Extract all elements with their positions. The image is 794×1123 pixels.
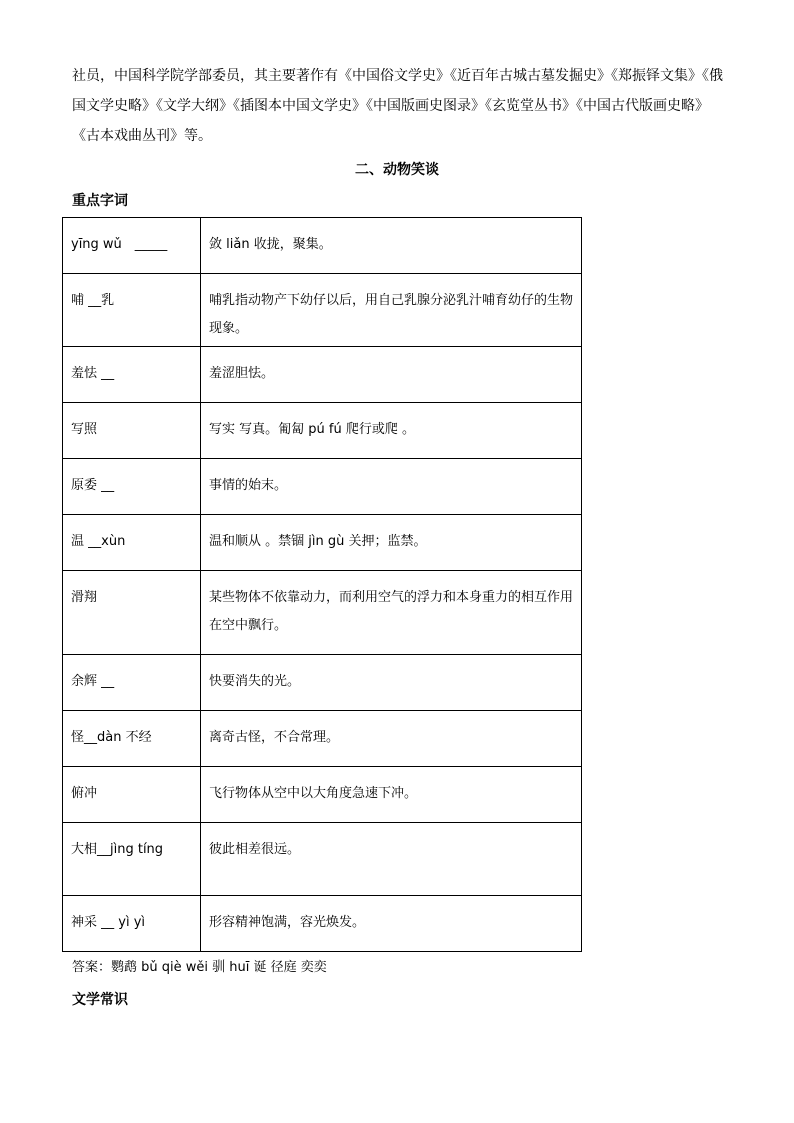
answer-line: 答案：鹦鹉 bǔ qiè wěi 驯 huī 诞 径庭 奕奕 xyxy=(72,960,327,975)
table-row xyxy=(63,218,582,274)
table-row xyxy=(63,274,582,347)
definition-cell: 某些物体不依靠动力，而利用空气的浮力和本身重力的相互作用在空中飘行。 xyxy=(201,571,582,655)
definition-cell: 形容精神饱满，容光焕发。 xyxy=(201,896,582,952)
term-cell: 余辉 __ xyxy=(63,655,201,711)
term-cell: 原委 __ xyxy=(63,459,201,515)
term-cell: 神采 __ yì yì xyxy=(63,896,201,952)
definition-cell: 彼此相差很远。 xyxy=(201,823,582,896)
definition-cell: 哺乳指动物产下幼仔以后，用自己乳腺分泌乳汁哺育幼仔的生物现象。 xyxy=(201,274,582,347)
definition-cell: 敛 liǎn 收拢，聚集。 xyxy=(201,218,582,274)
term-cell: 大相__jìng tíng xyxy=(63,823,201,896)
term-cell: 哺 __乳 xyxy=(63,274,201,347)
table-row xyxy=(63,403,582,459)
term-cell: 温 __xùn xyxy=(63,515,201,571)
definition-cell: 快要消失的光。 xyxy=(201,655,582,711)
definition-cell: 温和顺从 。禁锢 jìn gù 关押；监禁。 xyxy=(201,515,582,571)
table-row xyxy=(63,571,582,655)
term-cell: 俯冲 xyxy=(63,767,201,823)
definition-cell: 离奇古怪，不合常理。 xyxy=(201,711,582,767)
table-row xyxy=(63,459,582,515)
table-row xyxy=(63,655,582,711)
definition-cell: 写实 写真。匍匐 pú fú 爬行或爬 。 xyxy=(201,403,582,459)
section-title: 二、动物笑谈 xyxy=(355,162,439,178)
table-row xyxy=(63,823,582,896)
table-row xyxy=(63,896,582,952)
term-cell: 写照 xyxy=(63,403,201,459)
term-cell: 滑翔 xyxy=(63,571,201,655)
table-row xyxy=(63,767,582,823)
table-row xyxy=(63,515,582,571)
definition-cell: 羞涩胆怯。 xyxy=(201,347,582,403)
intro-paragraph xyxy=(72,61,732,151)
vocab-heading: 重点字词 xyxy=(72,193,128,209)
intro-line: 《古本戏曲丛刊》等。 xyxy=(72,128,212,144)
term-cell: 羞怯 __ xyxy=(63,347,201,403)
literature-heading: 文学常识 xyxy=(72,992,128,1008)
definition-cell: 飞行物体从空中以大角度急速下冲。 xyxy=(201,767,582,823)
definition-cell: 事情的始末。 xyxy=(201,459,582,515)
intro-line: 社员，中国科学院学部委员，其主要著作有《中国俗文学史》《近百年古城古墓发掘史》《郑振铎文集》《俄 xyxy=(72,68,723,84)
table-row xyxy=(63,347,582,403)
term-cell: yīng wǔ _____ xyxy=(63,218,201,274)
term-cell: 怪__dàn 不经 xyxy=(63,711,201,767)
vocab-table xyxy=(62,217,582,952)
table-row xyxy=(63,711,582,767)
intro-line: 国文学史略》《文学大纲》《插图本中国文学史》《中国版画史图录》《玄览堂丛书》《中国古代版画史略》 xyxy=(72,98,709,114)
